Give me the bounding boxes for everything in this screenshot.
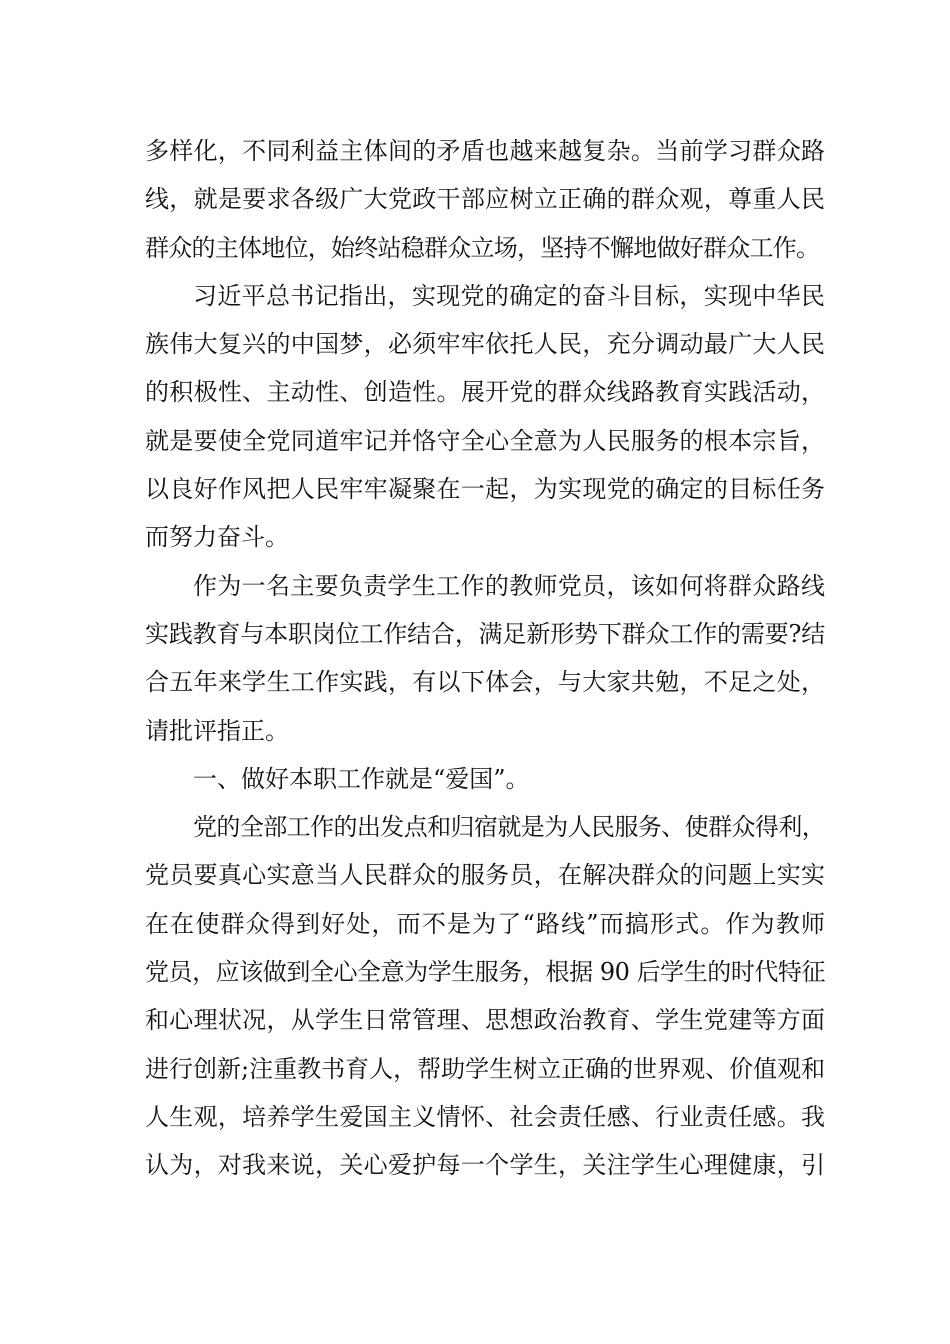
text-line: 党员，应该做到全心全意为学生服务，根据 90 后学生的时代特征 bbox=[145, 958, 825, 987]
text-line: 进行创新;注重教书育人，帮助学生树立正确的世界观、价值观和 bbox=[145, 1054, 826, 1083]
text-line: 党的全部工作的出发点和归宿就是为人民服务、使群众得利， bbox=[193, 813, 825, 842]
text-line: 作为一名主要负责学生工作的教师党员，该如何将群众路线 bbox=[193, 571, 825, 600]
text-line: 而努力奋斗。 bbox=[145, 523, 289, 552]
text-line: 族伟大复兴的中国梦，必须牢牢依托人民，充分调动最广大人民 bbox=[145, 330, 825, 359]
text-line: 一、做好本职工作就是“爱国”。 bbox=[193, 764, 530, 793]
text-line: 以良好作风把人民牢牢凝聚在一起，为实现党的确定的目标任务 bbox=[145, 475, 825, 504]
text-line: 人生观，培养学生爱国主义情怀、社会责任感、行业责任感。我 bbox=[145, 1102, 825, 1131]
text-line: 的积极性、主动性、创造性。展开党的群众线路教育实践活动， bbox=[145, 378, 825, 407]
text-line: 线，就是要求各级广大党政干部应树立正确的群众观，尊重人民 bbox=[145, 185, 825, 214]
text-line: 认为，对我来说，关心爱护每一个学生，关注学生心理健康，引 bbox=[145, 1151, 825, 1180]
text-line: 就是要使全党同道牢记并恪守全心全意为人民服务的根本宗旨， bbox=[145, 426, 825, 455]
text-line: 在在使群众得到好处，而不是为了“路线”而搞形式。作为教师 bbox=[145, 909, 825, 938]
text-line: 实践教育与本职岗位工作结合，满足新形势下群众工作的需要?结 bbox=[145, 619, 825, 648]
text-line: 和心理状况，从学生日常管理、思想政治教育、学生党建等方面 bbox=[145, 1006, 825, 1035]
text-line: 合五年来学生工作实践，有以下体会，与大家共勉，不足之处， bbox=[145, 668, 825, 697]
text-line: 请批评指正。 bbox=[145, 716, 289, 745]
text-line: 多样化，不同利益主体间的矛盾也越来越复杂。当前学习群众路 bbox=[145, 137, 825, 165]
document-body bbox=[145, 127, 825, 1190]
text-line: 党员要真心实意当人民群众的服务员，在解决群众的问题上实实 bbox=[145, 861, 825, 890]
text-line: 群众的主体地位，始终站稳群众立场，坚持不懈地做好群众工作。 bbox=[145, 233, 820, 262]
text-line: 习近平总书记指出，实现党的确定的奋斗目标，实现中华民 bbox=[193, 281, 825, 310]
